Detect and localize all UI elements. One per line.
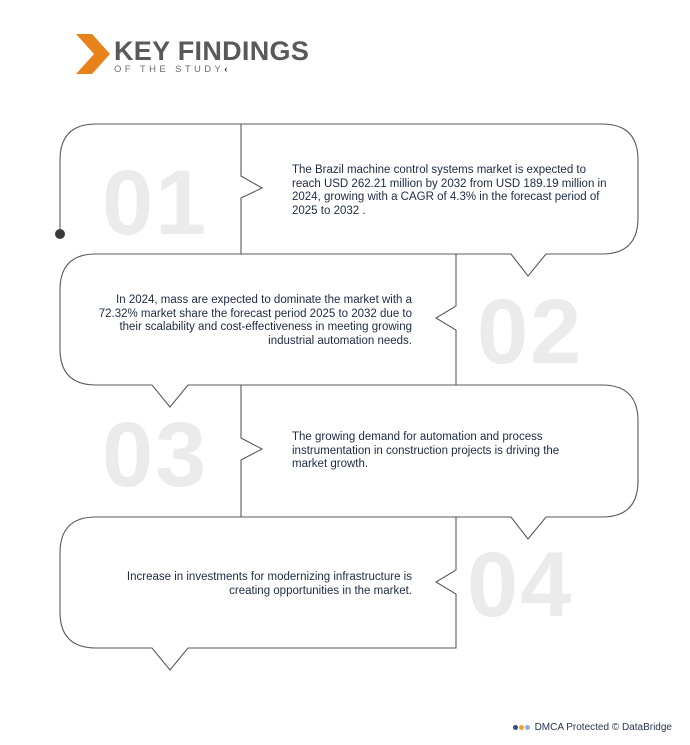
finding-number-02: 02: [477, 281, 584, 383]
dmca-text: DMCA Protected © DataBridge: [534, 722, 672, 733]
finding-number-04: 04: [467, 534, 574, 636]
finding-number-03: 03: [102, 404, 209, 506]
finding-text-03: The growing demand for automation and process instrumentation in construction projects is driving the market growth.: [292, 431, 560, 471]
subtitle-dot-icon: ‹: [224, 64, 228, 75]
finding-text-01: The Brazil machine control systems market is expected to reach USD 262.21 million by 2032 from USD 189.19 million in 2024, growing with a CAGR of 4.3% in the forecast period of 2025 to 2032 .: [292, 164, 607, 217]
finding-text-04: Increase in investments for modernizing infrastructure is creating opportunities in the market.: [126, 571, 412, 597]
dmca-footer[interactable]: [513, 722, 672, 733]
start-dot-icon: [55, 229, 65, 239]
finding-number-01: 01: [102, 152, 209, 254]
dmca-dots-icon: [513, 722, 531, 733]
page-title: KEY FINDINGS: [114, 36, 310, 66]
finding-text-02: In 2024, mass are expected to dominate the market with a 72.32% market share the forecast period 2025 to 2032 due to their scalability and cost-effectiveness in meeting growing industrial automation needs.: [98, 294, 412, 347]
page-subtitle: OF THE STUDY‹: [114, 64, 228, 75]
